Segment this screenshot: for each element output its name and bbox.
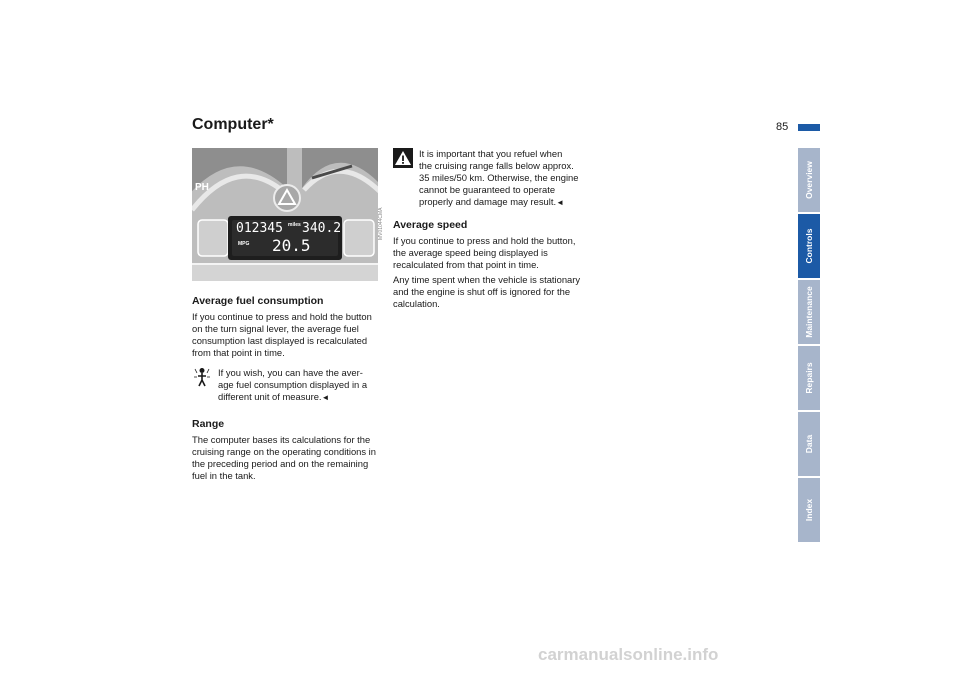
chapter-tabs [798,148,820,544]
warning-text: the cruising range falls below approx. 35 miles/50 km. Otherwise, the engine cannot be guaranteed to operate properly and damage may result. [419,160,579,207]
tip-note-text: age fuel consumption displayed in a different unit of measure. [218,379,368,402]
left-column [192,148,378,485]
tab-data[interactable] [798,412,820,476]
mpg-label: MPG [238,241,250,247]
odometer-unit: miles [288,222,301,228]
heading-range: Range [192,418,225,430]
page-title: Computer* [192,116,274,133]
range-readout: 340.2 [302,221,342,236]
tab-label: Maintenance [804,286,814,338]
watermark: carmanualsonline.info [538,645,719,664]
tab-index[interactable] [798,478,820,542]
heading-average-speed: Average speed [393,219,468,231]
tip-note [192,367,378,404]
range-text: The computer bases its calculations for the cruising range on the operating conditions in the preceding period and on the remaining fuel in the tank. [192,434,376,481]
end-mark: ◄ [556,198,564,207]
tab-label: Controls [804,228,814,264]
tip-note-first-line: If you wish, you can have the aver- [218,367,363,378]
tab-overview[interactable] [798,148,820,212]
tip-note-rest [192,379,378,404]
tip-person-icon [192,367,212,387]
average-fuel-consumption-text: If you continue to press and hold the button on the turn signal lever, the average fuel consumption last displayed is recalculated from that point in time. [192,311,372,358]
page-marker [798,124,820,131]
tab-maintenance[interactable] [798,280,820,344]
consumption-readout: 20.5 [272,236,311,255]
warning-note [393,148,585,209]
instrument-cluster-figure [192,148,378,281]
warning-triangle-icon [393,148,413,168]
warning-first-line: It is important that you refuel when [419,148,563,159]
page-number: 85 [776,121,789,133]
average-speed-text-2: Any time spent when the vehicle is stationary and the engine is shut off is ignored for the calculation. [393,274,581,309]
gear-indicator: PH [195,182,209,193]
odometer-readout: 012345 [236,221,283,236]
tab-repairs[interactable] [798,346,820,410]
heading-average-fuel-consumption: Average fuel consumption [192,295,324,307]
end-mark: ◄ [321,393,330,402]
tab-label: Repairs [804,362,814,394]
figure-code: MV01044CMA [378,207,384,240]
right-column [393,148,585,313]
tab-label: Data [804,434,814,454]
tab-controls[interactable] [798,214,820,278]
warning-rest [393,160,585,209]
tab-label: Index [804,498,814,522]
tab-label: Overview [804,161,814,199]
average-speed-text-1: If you continue to press and hold the button, the average speed being displayed is recalculated from that point in time. [393,235,576,270]
